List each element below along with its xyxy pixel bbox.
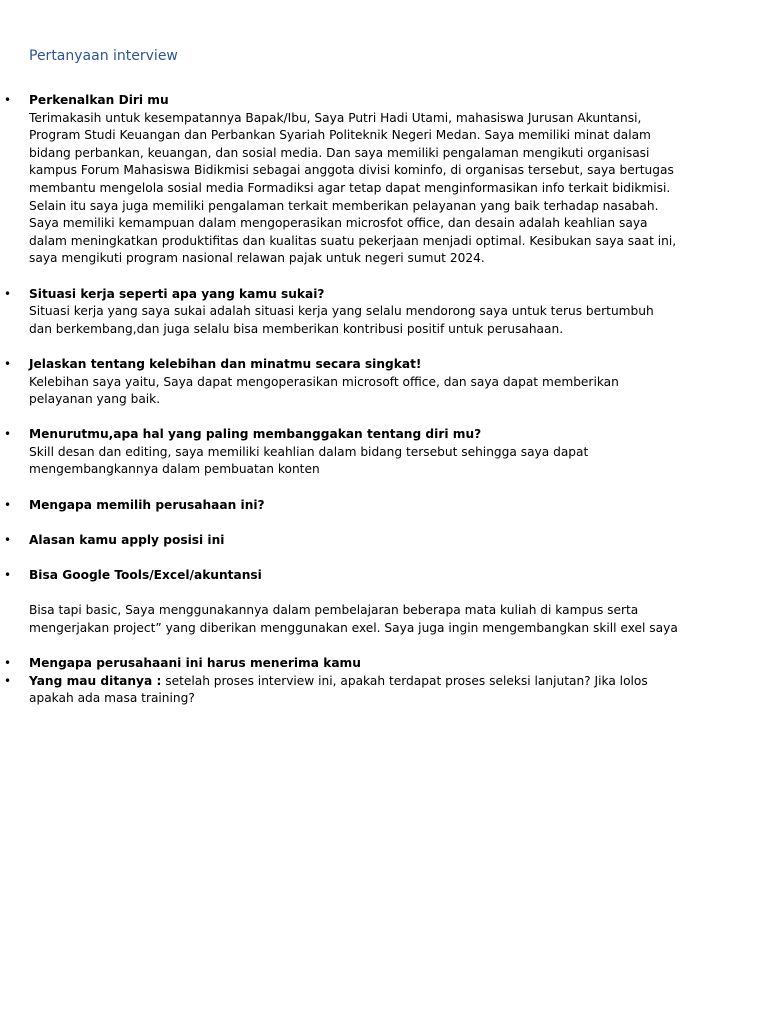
answer-inline-text: setelah proses interview ini, apakah terdapat proses seleksi lanjutan? Jika lolos apakah ada masa training?	[29, 673, 648, 706]
question-text: Menurutmu,apa hal yang paling membanggakan tentang diri mu?	[29, 427, 482, 442]
question-text: Mengapa perusahaani ini harus menerima kamu	[29, 656, 361, 670]
question-list	[0, 92, 768, 725]
list-item	[0, 356, 679, 409]
list-item	[0, 426, 679, 479]
answer-text: Kelebihan saya yaitu, Saya dapat mengoperasikan microsoft office, dan saya dapat memberikan pelayanan yang baik.	[29, 374, 619, 407]
bullet-icon: •	[4, 497, 12, 512]
question-text: Perkenalkan Diri mu	[29, 93, 169, 107]
question-text: Yang mau ditanya :	[29, 673, 162, 688]
bullet-icon: •	[4, 568, 12, 583]
answer-text: Situasi kerja yang saya sukai adalah situasi kerja yang selalu mendorong saya untuk terus bertumbuh dan berkembang,dan juga selalu bisa memberikan kontribusi positif untuk perusahaan.	[29, 304, 654, 336]
bullet-icon: •	[4, 427, 12, 442]
bullet-icon: •	[4, 656, 12, 670]
question-text: Jelaskan tentang kelebihan dan minatmu secara singkat!	[29, 356, 422, 371]
question-text: Alasan kamu apply posisi ini	[29, 532, 225, 547]
list-item	[0, 532, 679, 550]
list-item	[0, 286, 679, 339]
bullet-icon: •	[4, 532, 12, 547]
question-text: Situasi kerja seperti apa yang kamu sukai?	[29, 286, 325, 301]
list-item	[0, 655, 679, 673]
question-text: Mengapa memilih perusahaan ini?	[29, 497, 265, 512]
bullet-icon: •	[4, 356, 12, 371]
list-item	[0, 92, 679, 268]
question-text: Bisa Google Tools/Excel/akuntansi	[29, 568, 262, 583]
bullet-icon: •	[4, 93, 12, 107]
list-item	[0, 673, 679, 708]
answer-text: Terimakasih untuk kesempatannya Bapak/Ibu, Saya Putri Hadi Utami, mahasiswa Jurusan Akuntansi, Program Studi Keuangan dan Perbankan Syariah Politeknik Negeri Medan. Saya memiliki minat dalam bidang perbankan, keuangan, dan sosial media. Dan saya memiliki pengalaman mengikuti organisasi kampus Forum Mahasiswa Bidikmisi sebagai anggota divisi kominfo, di organisas tersebut, saya bertugas membantu mengelola sosial media Formadiksi agar tetap dapat menginformasikan info terkait bidikmisi. Selain itu saya juga memiliki pengalaman terkait memberikan pelayanan yang baik terhadap nasabah. Saya memiliki kemampuan dalam mengoperasikan microsfot office, dan desain adalah keahlian saya dalam meningkatkan produktifitas dan kualitas suatu pekerjaan menjadi optimal. Kesibukan saya saat ini, saya mengikuti program nasional relawan pajak untuk negeri sumut 2024.	[29, 110, 677, 266]
document-title: Pertanyaan interview	[29, 48, 178, 64]
bullet-icon: •	[4, 286, 12, 301]
bullet-icon: •	[4, 673, 12, 688]
answer-text: Skill desan dan editing, saya memiliki keahlian dalam bidang tersebut sehingga saya dapat mengembangkannya dalam pembuatan konten	[29, 444, 589, 477]
list-item	[0, 567, 679, 637]
answer-text: Bisa tapi basic, Saya menggunakannya dalam pembelajaran beberapa mata kuliah di kampus serta mengerjakan project” yang diberikan menggunakan exel. Saya juga ingin mengembangkan skill exel saya	[29, 603, 678, 635]
answer-text	[29, 673, 679, 708]
list-item	[0, 497, 679, 515]
